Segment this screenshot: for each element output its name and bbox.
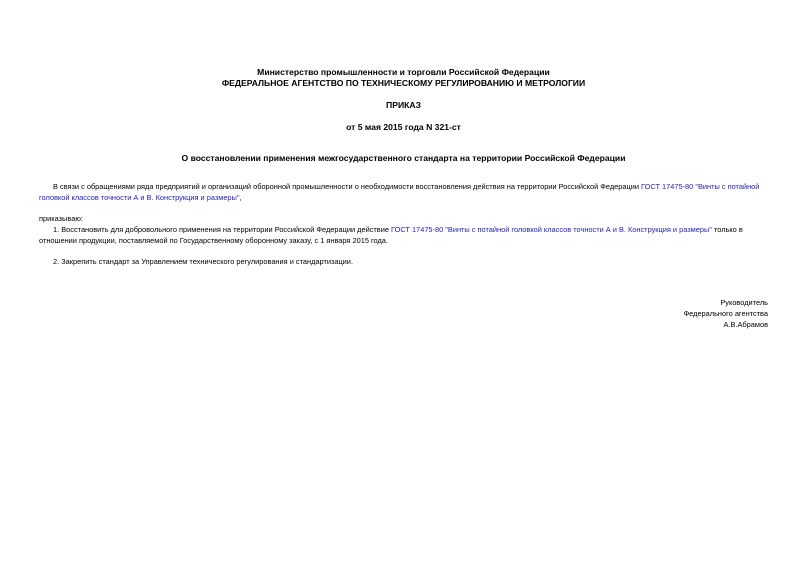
signature-agency: Федерального агентства <box>683 309 768 318</box>
gost-link-intro[interactable]: ГОСТ 17475-80 "Винты с потайной головкой классов точности А и В. Конструкция и размеры" <box>39 182 760 202</box>
document-type: ПРИКАЗ <box>386 100 421 110</box>
intro-text: В связи с обращениями ряда предприятий и организаций оборонной промышленности о необходимости восстановления действия на территории Российской Федерации <box>53 182 642 191</box>
document-date: от 5 мая 2015 года N 321-ст <box>346 122 461 132</box>
order-word: приказываю: <box>39 214 83 223</box>
item-1-text-end: только в отношении продукции, поставляемой по Государственному оборонному заказу, с 1 января 2015 года. <box>39 225 743 245</box>
signature-block <box>684 297 768 330</box>
intro-paragraph <box>39 182 769 203</box>
item-2-paragraph: 2. Закрепить стандарт за Управлением технического регулирования и стандартизации. <box>53 257 353 266</box>
document-title: О восстановлении применения межгосударственного стандарта на территории Российской Федерации <box>181 153 626 163</box>
agency-name: ФЕДЕРАЛЬНОЕ АГЕНТСТВО ПО ТЕХНИЧЕСКОМУ РЕГУЛИРОВАНИЮ И МЕТРОЛОГИИ <box>221 78 586 88</box>
item-1-paragraph <box>39 225 769 246</box>
item-1-text: 1. Восстановить для добровольного применения на территории Российской Федерации действие <box>53 225 391 234</box>
gost-link-item-1[interactable]: ГОСТ 17475-80 "Винты с потайной головкой классов точности А и В. Конструкция и размеры" <box>391 225 712 234</box>
ministry-name: Министерство промышленности и торговли Российской Федерации <box>257 67 550 77</box>
intro-text-end: , <box>239 192 242 202</box>
signature-position: Руководитель <box>720 298 768 307</box>
signature-name: А.В.Абрамов <box>723 320 768 329</box>
